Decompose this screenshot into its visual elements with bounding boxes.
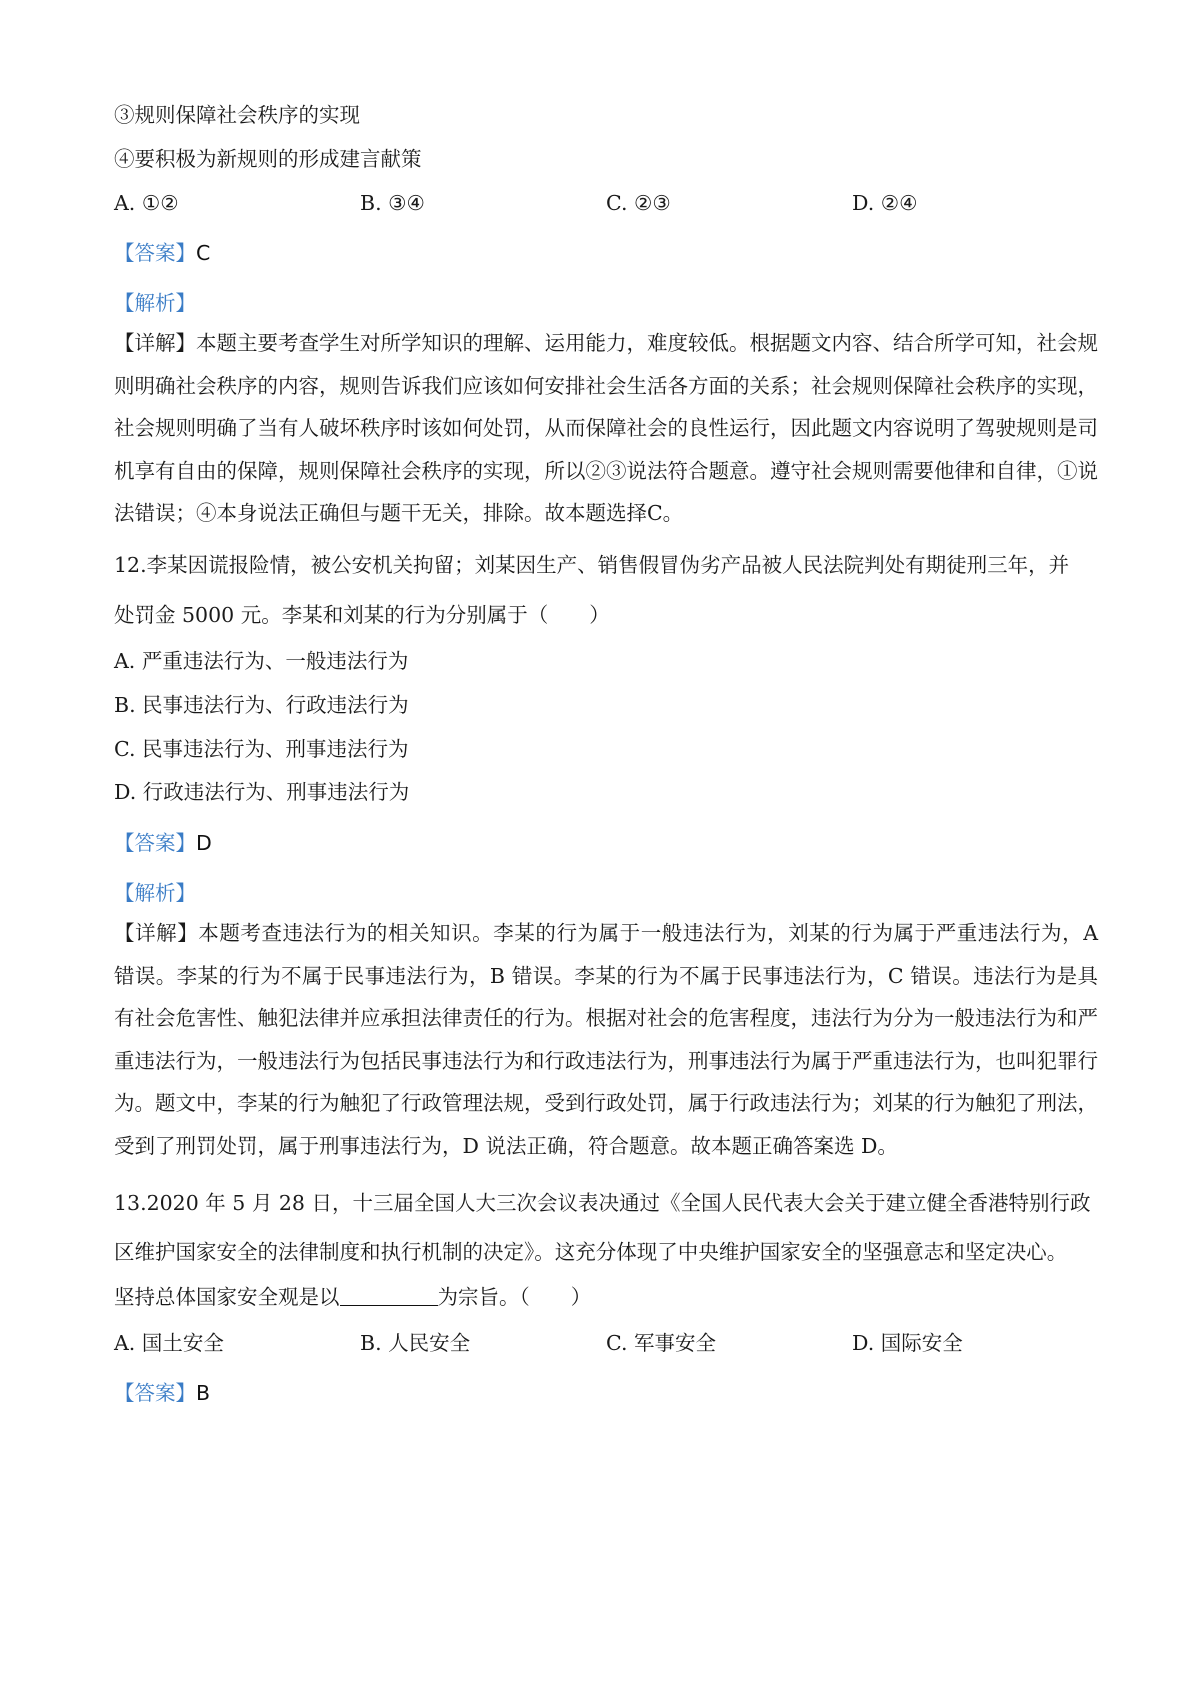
answer-tag: 【答案】 <box>114 1381 196 1405</box>
q11-answer <box>114 238 210 268</box>
q11-option-b: B. ③④ <box>360 191 425 215</box>
q11-option-d: D. ②④ <box>852 191 918 215</box>
q13-stem-line-3 <box>114 1282 591 1312</box>
detail-tag: 【详解】 <box>114 921 199 945</box>
q13-stem-line-2: 区维护国家安全的法律制度和执行机制的决定》。这充分体现了中央维护国家安全的坚强意志和坚定决心。 <box>114 1240 1068 1264</box>
answer-value: B <box>196 1381 211 1405</box>
q13-option-c: C. 军事安全 <box>606 1331 716 1355</box>
analysis-tag: 【解析】 <box>114 291 196 315</box>
detail-tag: 【详解】 <box>114 331 196 355</box>
q13-option-a: A. 国土安全 <box>114 1331 224 1355</box>
q12-detail <box>114 912 1098 1168</box>
q12-answer <box>114 828 212 858</box>
answer-tag: 【答案】 <box>114 831 196 855</box>
q12-option-b: B. 民事违法行为、行政违法行为 <box>114 693 409 717</box>
q13-stem-line-1: 13.2020 年 5 月 28 日，十三届全国人大三次会议表决通过《全国人民代表大会关于建立健全香港特别行政 <box>114 1191 1091 1215</box>
answer-blank <box>340 1283 438 1306</box>
q11-option-a: A. ①② <box>114 191 179 215</box>
q12-option-d: D. 行政违法行为、刑事违法行为 <box>114 780 410 804</box>
q11-options <box>114 188 1094 218</box>
q12-analysis-tag <box>114 878 196 908</box>
answer-value: C <box>196 241 211 265</box>
q11-option-c: C. ②③ <box>606 191 671 215</box>
analysis-tag: 【解析】 <box>114 881 196 905</box>
q13-option-d: D. 国际安全 <box>852 1331 963 1355</box>
answer-value: D <box>196 831 212 855</box>
q11-analysis-tag <box>114 288 196 318</box>
q13-option-b: B. 人民安全 <box>360 1331 471 1355</box>
q13-stem-pre: 坚持总体国家安全观是以 <box>114 1285 340 1309</box>
q13-options <box>114 1328 1094 1358</box>
q12-option-a: A. 严重违法行为、一般违法行为 <box>114 649 409 673</box>
q13-answer <box>114 1378 210 1408</box>
q12-option-c: C. 民事违法行为、刑事违法行为 <box>114 737 409 761</box>
q12-stem-line-2: 处罚金 5000 元。李某和刘某的行为分别属于（ ） <box>114 603 610 627</box>
detail-text: 本题主要考查学生对所学知识的理解、运用能力，难度较低。根据题文内容、结合所学可知，社会规则明确社会秩序的内容，规则告诉我们应该如何安排社会生活各方面的关系；社会规则保障社会秩序的实现，社会规则明确了当有人破坏秩序时该如何处罚，从而保障社会的良性运行，因此题文内容说明了驾驶规则是司机享有自由的保障，规则保障社会秩序的实现，所以②③说法符合题意。遵守社会规则需要他律和自律，①说法错误；④本身说法正确但与题干无关，排除。故本题选择C。 <box>114 331 1098 526</box>
q11-item-4: ④要积极为新规则的形成建言献策 <box>114 147 422 171</box>
q11-detail <box>114 322 1098 535</box>
q11-item-3: ③规则保障社会秩序的实现 <box>114 103 360 127</box>
answer-tag: 【答案】 <box>114 241 196 265</box>
q12-stem-line-1: 12.李某因谎报险情，被公安机关拘留；刘某因生产、销售假冒伪劣产品被人民法院判处有期徒刑三年，并 <box>114 553 1070 577</box>
detail-text: 本题考查违法行为的相关知识。李某的行为属于一般违法行为，刘某的行为属于严重违法行为，A 错误。李某的行为不属于民事违法行为，B 错误。李某的行为不属于民事违法行为，C 错误。违法行为是具有社会危害性、触犯法律并应承担法律责任的行为。根据对社会的危害程度，违法行为分为一般违法行为和严重违法行为，一般违法行为包括民事违法行为和行政违法行为，刑事违法行为属于严重违法行为，也叫犯罪行为。题文中，李某的行为触犯了行政管理法规，受到行政处罚，属于行政违法行为；刘某的行为触犯了刑法，受到了刑罚处罚，属于刑事违法行为，D 说法正确，符合题意。故本题正确答案选 D。 <box>114 921 1098 1158</box>
q13-stem-post: 为宗旨。（ ） <box>437 1285 592 1309</box>
